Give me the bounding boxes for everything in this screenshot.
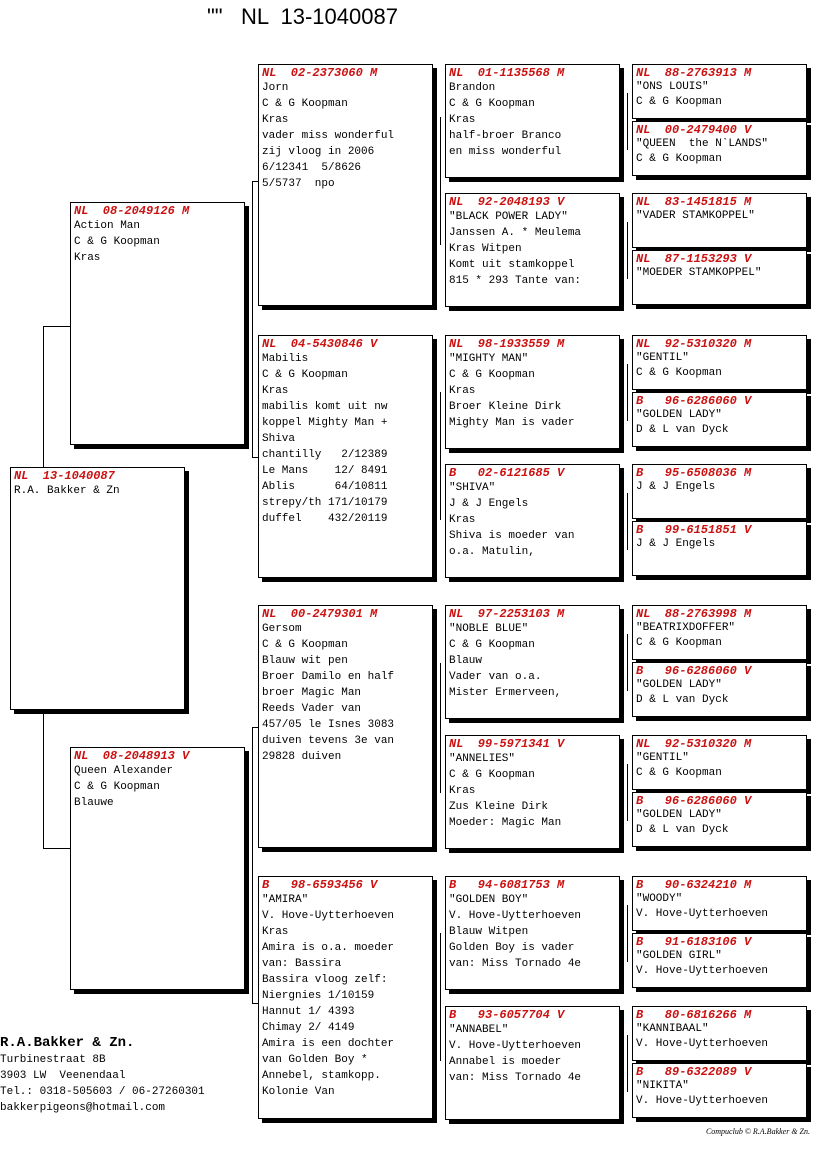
gen4-card [632, 464, 807, 519]
pedigree-line: Mighty Man is vader [449, 417, 575, 429]
pedigree-line: V. Hove-Uytterhoeven [449, 910, 582, 922]
pedigree-line: Kras [262, 385, 289, 397]
pedigree-line: Jorn [262, 82, 289, 94]
connector-line [43, 714, 44, 848]
connector-line [43, 848, 70, 849]
great-grandparent-card [445, 64, 620, 178]
pedigree-line: "MOEDER STAMKOPPEL" [636, 267, 762, 279]
pedigree-line: Blauw wit pen [262, 655, 348, 667]
ring-number: B 95-6508036 M [636, 466, 752, 480]
pedigree-line: J & J Engels [636, 481, 716, 493]
pedigree-line: Kras [449, 514, 476, 526]
connector-line [252, 727, 253, 1003]
ring-number: B 89-6322089 V [636, 1065, 752, 1079]
connector-line [627, 493, 628, 550]
pedigree-line: V. Hove-Uytterhoeven [636, 908, 769, 920]
pedigree-line: "MIGHTY MAN" [449, 353, 529, 365]
ring-number: NL 00-2479301 M [262, 607, 378, 621]
ring-number: NL 08-2048913 V [74, 749, 190, 763]
pedigree-line: "ANNABEL" [449, 1024, 509, 1036]
pedigree-line: o.a. Matulin, [449, 546, 535, 558]
pedigree-line: Moeder: Magic Man [449, 817, 562, 829]
pedigree-line: Amira is een dochter [262, 1038, 395, 1050]
pedigree-line: "VADER STAMKOPPEL" [636, 210, 755, 222]
connector-line [627, 634, 628, 691]
gen4-card [632, 662, 807, 717]
gen4-card [632, 1006, 807, 1061]
pedigree-line: Kras [74, 252, 101, 264]
pedigree-line: V. Hove-Uytterhoeven [636, 1038, 769, 1050]
gen4-card [632, 392, 807, 447]
pedigree-line: C & G Koopman [449, 639, 535, 651]
pedigree-line: C & G Koopman [449, 98, 535, 110]
pedigree-line: Kras Witpen [449, 243, 522, 255]
pedigree-line: C & G Koopman [262, 369, 348, 381]
pedigree-line: 815 * 293 Tante van: [449, 275, 582, 287]
pedigree-line: Broer Kleine Dirk [449, 401, 562, 413]
pedigree-line: Kras [262, 926, 289, 938]
ring-number: NL 00-2479400 V [636, 123, 752, 137]
connector-line [627, 93, 628, 150]
ring-number: NL 02-2373060 M [262, 66, 378, 80]
pedigree-line: D & L van Dyck [636, 694, 729, 706]
pedigree-line: "KANNIBAAL" [636, 1023, 709, 1035]
pedigree-line: duffel 432/20119 [262, 513, 388, 525]
connector-line [627, 764, 628, 821]
ring-number: NL 83-1451815 M [636, 195, 752, 209]
gen4-card [632, 193, 807, 248]
pedigree-line: van: Miss Tornado 4e [449, 1072, 582, 1084]
ring-number: NL 01-1135568 M [449, 66, 565, 80]
connector-line [627, 1035, 628, 1092]
pedigree-line: "GOLDEN LADY" [636, 679, 722, 691]
gen4-card [632, 876, 807, 931]
pedigree-line: C & G Koopman [636, 637, 722, 649]
pedigree-line: "QUEEN the N`LANDS" [636, 138, 769, 150]
ring-number: NL 08-2049126 M [74, 204, 190, 218]
pedigree-line: Gersom [262, 623, 302, 635]
pedigree-line: C & G Koopman [262, 98, 348, 110]
pedigree-line: "ONS LOUIS" [636, 81, 709, 93]
pedigree-line: Ablis 64/10811 [262, 481, 388, 493]
pedigree-line: Brandon [449, 82, 496, 94]
pedigree-line: Komt uit stamkoppel [449, 259, 575, 271]
pedigree-line: Janssen A. * Meulema [449, 227, 582, 239]
pedigree-line: "GENTIL" [636, 352, 689, 364]
ring-number: NL 99-5971341 V [449, 737, 565, 751]
pedigree-line: "GOLDEN LADY" [636, 409, 722, 421]
dam-sire-card [258, 605, 433, 848]
pedigree-line: 29828 duiven [262, 751, 342, 763]
ring-number: B 94-6081753 M [449, 878, 565, 892]
pedigree-line: vader miss wonderful [262, 130, 395, 142]
pedigree-line: C & G Koopman [449, 769, 535, 781]
pedigree-line: Kras [449, 385, 476, 397]
pedigree-line: Blauwe [74, 797, 114, 809]
gen4-card [632, 792, 807, 847]
owner-address: Turbinestraat 8B [0, 1054, 106, 1066]
pedigree-line: C & G Koopman [636, 367, 722, 379]
ring-number: NL 97-2253103 M [449, 607, 565, 621]
pedigree-line: van: Miss Tornado 4e [449, 958, 582, 970]
pedigree-line: J & J Engels [636, 538, 716, 550]
pedigree-line: zij vloog in 2006 [262, 146, 375, 158]
pedigree-line: Annebel, stamkopp. [262, 1070, 381, 1082]
ring-number: B 02-6121685 V [449, 466, 565, 480]
ring-number: B 91-6183106 V [636, 935, 752, 949]
dam-card [70, 747, 245, 990]
connector-line [252, 181, 253, 457]
pedigree-line: D & L van Dyck [636, 824, 729, 836]
pedigree-line: "GOLDEN GIRL" [636, 950, 722, 962]
connector-line [440, 392, 441, 520]
connector-line [627, 905, 628, 962]
pedigree-line: C & G Koopman [262, 639, 348, 651]
ring-number: NL 92-5310320 M [636, 337, 752, 351]
pedigree-line: 457/05 le Isnes 3083 [262, 719, 395, 731]
pedigree-line: Kolonie Van [262, 1086, 335, 1098]
ring-number: B 96-6286060 V [636, 394, 752, 408]
pedigree-line: Broer Damilo en half [262, 671, 395, 683]
connector-line [627, 364, 628, 421]
pedigree-line: duiven tevens 3e van [262, 735, 395, 747]
pedigree-line: Le Mans 12/ 8491 [262, 465, 388, 477]
sire-dam-card [258, 335, 433, 578]
ring-number: B 80-6816266 M [636, 1008, 752, 1022]
dam-dam-card [258, 876, 433, 1119]
pedigree-line: "GOLDEN LADY" [636, 809, 722, 821]
pedigree-line: Amira is o.a. moeder [262, 942, 395, 954]
gen4-card [632, 521, 807, 576]
pedigree-line: strepy/th 171/10179 [262, 497, 388, 509]
connector-line [627, 222, 628, 279]
pedigree-line: Reeds Vader van [262, 703, 362, 715]
pedigree-line: 6/12341 5/8626 [262, 162, 362, 174]
pedigree-line: Blauw Witpen [449, 926, 529, 938]
pedigree-line: Hannut 1/ 4393 [262, 1006, 355, 1018]
pedigree-line: C & G Koopman [74, 236, 160, 248]
pedigree-line: 5/5737 npo [262, 178, 335, 190]
ring-number: B 96-6286060 V [636, 794, 752, 808]
pedigree-line: "SHIVA" [449, 482, 496, 494]
gen4-card [632, 250, 807, 305]
pedigree-line: Mister Ermerveen, [449, 687, 562, 699]
ring-number: B 90-6324210 M [636, 878, 752, 892]
ring-number: NL 92-2048193 V [449, 195, 565, 209]
owner-name: R.A.Bakker & Zn. [0, 1035, 135, 1051]
pedigree-line: V. Hove-Uytterhoeven [449, 1040, 582, 1052]
pedigree-line: "NOBLE BLUE" [449, 623, 529, 635]
great-grandparent-card [445, 335, 620, 449]
connector-line [43, 326, 70, 327]
pedigree-line: Zus Kleine Dirk [449, 801, 549, 813]
great-grandparent-card [445, 1006, 620, 1120]
gen4-card [632, 605, 807, 660]
pedigree-line: Queen Alexander [74, 765, 174, 777]
pedigree-line: Action Man [74, 220, 141, 232]
great-grandparent-card [445, 735, 620, 849]
ring-number: NL 88-2763913 M [636, 66, 752, 80]
pedigree-line: D & L van Dyck [636, 424, 729, 436]
pedigree-line: "GENTIL" [636, 752, 689, 764]
pedigree-line: Annabel is moeder [449, 1056, 562, 1068]
ring-number: B 96-6286060 V [636, 664, 752, 678]
connector-line [43, 326, 44, 469]
pedigree-line: "GOLDEN BOY" [449, 894, 529, 906]
great-grandparent-card [445, 193, 620, 307]
pedigree-line: V. Hove-Uytterhoeven [636, 1095, 769, 1107]
pedigree-line: Vader van o.a. [449, 671, 542, 683]
pedigree-line: V. Hove-Uytterhoeven [262, 910, 395, 922]
pedigree-line: "WOODY" [636, 893, 683, 905]
pedigree-line: Chimay 2/ 4149 [262, 1022, 355, 1034]
sire-card [70, 202, 245, 445]
pedigree-line: Golden Boy is vader [449, 942, 575, 954]
pedigree-line: Shiva is moeder van [449, 530, 575, 542]
pedigree-line: "AMIRA" [262, 894, 309, 906]
pedigree-line: V. Hove-Uytterhoeven [636, 965, 769, 977]
ring-number: B 93-6057704 V [449, 1008, 565, 1022]
pedigree-line: en miss wonderful [449, 146, 562, 158]
pedigree-line: broer Magic Man [262, 687, 362, 699]
pedigree-line: Kras [449, 114, 476, 126]
pedigree-line: C & G Koopman [636, 153, 722, 165]
pedigree-line: C & G Koopman [636, 96, 722, 108]
pedigree-line: Blauw [449, 655, 483, 667]
ring-number: NL 13-1040087 [14, 469, 115, 483]
pedigree-line: "ANNELIES" [449, 753, 516, 765]
pedigree-line: "BEATRIXDOFFER" [636, 622, 736, 634]
pedigree-title: "" NL 13-1040087 [207, 4, 398, 29]
owner-email: bakkerpigeons@hotmail.com [0, 1102, 166, 1114]
gen4-card [632, 1063, 807, 1118]
pedigree-line: C & G Koopman [74, 781, 160, 793]
pedigree-line: "NIKITA" [636, 1080, 689, 1092]
pedigree-line: Shiva [262, 433, 296, 445]
subject-pigeon-card [10, 467, 185, 710]
software-credit: Compuclub © R.A.Bakker & Zn. [705, 1127, 810, 1136]
owner-city: 3903 LW Veenendaal [0, 1070, 126, 1082]
ring-number: B 98-6593456 V [262, 878, 378, 892]
pedigree-line: C & G Koopman [636, 767, 722, 779]
ring-number: NL 87-1153293 V [636, 252, 752, 266]
gen4-card [632, 121, 807, 176]
gen4-card [632, 735, 807, 790]
ring-number: NL 04-5430846 V [262, 337, 378, 351]
pedigree-line: chantilly 2/12389 [262, 449, 388, 461]
ring-number: NL 92-5310320 M [636, 737, 752, 751]
great-grandparent-card [445, 876, 620, 990]
pedigree-line: van: Bassira [262, 958, 342, 970]
gen4-card [632, 933, 807, 988]
gen4-card [632, 64, 807, 119]
pedigree-line: R.A. Bakker & Zn [14, 485, 120, 497]
ring-number: NL 98-1933559 M [449, 337, 565, 351]
pedigree-line: half-broer Branco [449, 130, 562, 142]
pedigree-line: J & J Engels [449, 498, 529, 510]
ring-number: NL 88-2763998 M [636, 607, 752, 621]
pedigree-line: C & G Koopman [449, 369, 535, 381]
great-grandparent-card [445, 605, 620, 719]
sire-sire-card [258, 64, 433, 306]
pedigree-line: Niergnies 1/10159 [262, 990, 375, 1002]
great-grandparent-card [445, 464, 620, 578]
pedigree-line: mabilis komt uit nw [262, 401, 388, 413]
pedigree-line: Bassira vloog zelf: [262, 974, 388, 986]
pedigree-line: "BLACK POWER LADY" [449, 211, 568, 223]
connector-line [440, 663, 441, 793]
gen4-card [632, 335, 807, 390]
pedigree-line: Kras [449, 785, 476, 797]
owner-contact-block [0, 1034, 205, 1116]
pedigree-line: Mabilis [262, 353, 309, 365]
connector-line [440, 933, 441, 1061]
pedigree-line: van Golden Boy * [262, 1054, 368, 1066]
connector-line [440, 117, 441, 245]
pedigree-line: Kras [262, 114, 289, 126]
owner-phone: Tel.: 0318-505603 / 06-27260301 [0, 1086, 205, 1098]
ring-number: B 99-6151851 V [636, 523, 752, 537]
pedigree-line: koppel Mighty Man + [262, 417, 388, 429]
